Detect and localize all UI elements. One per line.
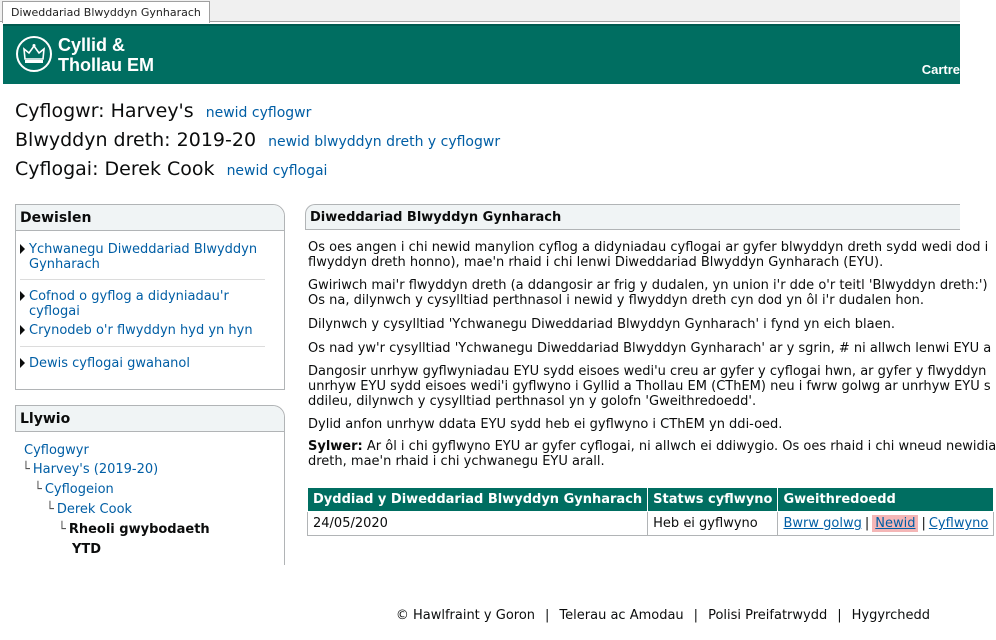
crown-crest-icon bbox=[16, 36, 52, 72]
menu-item-select-employee[interactable] bbox=[20, 356, 190, 371]
footer-copyright-link[interactable]: © Hawlfraint y Goron bbox=[395, 608, 536, 623]
tree-branch-icon: └ bbox=[58, 522, 66, 537]
warning-paragraph bbox=[308, 439, 996, 469]
no-link-paragraph: Os nad yw'r cysylltiad 'Ychwanegu Diweddariad Blwyddyn Gynharach' ar y sgrin, # ni allwch lenwi EYU a bbox=[308, 341, 992, 356]
navigation-title: Llywio bbox=[15, 406, 284, 432]
brand-line-2: Thollau EM bbox=[58, 55, 154, 75]
nav-item-label: Rheoli gwybodaeth bbox=[68, 522, 210, 537]
nav-item-employers[interactable] bbox=[24, 443, 89, 458]
text-line: Os oes angen i chi newid manylion cyflog a didyniadau cyflogai ar gyfer blwyddyn dreth sydd wedi dod i bbox=[308, 240, 989, 255]
footer-terms-link[interactable]: Telerau ac Amodau bbox=[559, 608, 684, 623]
change-employee-link[interactable]: newid cyflogai bbox=[226, 163, 328, 179]
column-header-status: Statws cyflwyno bbox=[648, 488, 778, 512]
intro-paragraph bbox=[308, 240, 989, 270]
taxyear-value: 2019-20 bbox=[176, 129, 257, 151]
nav-item-label: Cyflogwyr bbox=[24, 443, 89, 458]
employee-line bbox=[15, 158, 327, 180]
employer-value: Harvey's bbox=[110, 100, 194, 122]
brand-line-1: Cyllid & bbox=[58, 35, 126, 55]
menu-item-label: cyflogai bbox=[29, 304, 80, 319]
taxyear-line bbox=[15, 129, 500, 151]
nav-item-employee[interactable] bbox=[46, 502, 132, 517]
tree-branch-icon: └ bbox=[22, 462, 30, 477]
footer-accessibility-link[interactable]: Hygyrchedd bbox=[851, 608, 930, 623]
menu-title: Dewislen bbox=[16, 205, 284, 231]
home-link[interactable]: Cartre bbox=[921, 62, 960, 77]
column-header-date: Dyddiad y Diweddariad Blwyddyn Gynharach bbox=[308, 488, 648, 512]
page-tab[interactable]: Diweddariad Blwyddyn Gynharach bbox=[2, 1, 210, 23]
menu-item-add-eyu[interactable] bbox=[20, 242, 257, 272]
footer-separator: | bbox=[837, 608, 842, 623]
footer-separator: | bbox=[693, 608, 699, 623]
arrow-right-icon bbox=[20, 244, 25, 254]
employee-label: Cyflogai: bbox=[15, 158, 99, 180]
nav-item-label: Harvey's (2019-20) bbox=[32, 462, 159, 477]
nav-item-employer[interactable] bbox=[22, 462, 158, 477]
check-year-paragraph bbox=[308, 278, 988, 308]
nav-item-ytd bbox=[72, 542, 101, 557]
employer-line bbox=[15, 100, 311, 122]
nav-item-label: Cyflogeion bbox=[44, 482, 114, 497]
eyu-table bbox=[307, 487, 994, 536]
nav-item-manage-info bbox=[58, 522, 210, 537]
view-action-link[interactable]: Bwrw golwg bbox=[783, 516, 862, 531]
taxyear-label: Blwyddyn dreth: bbox=[15, 129, 171, 151]
existing-eyu-paragraph bbox=[308, 364, 991, 409]
menu-panel bbox=[15, 204, 285, 390]
menu-item-label: Dewis cyflogai gwahanol bbox=[29, 356, 190, 371]
site-footer bbox=[396, 608, 930, 623]
action-separator: | bbox=[921, 516, 926, 531]
main-content bbox=[305, 204, 960, 230]
cell-date: 24/05/2020 bbox=[308, 512, 648, 536]
main-title: Diweddariad Blwyddyn Gynharach bbox=[305, 204, 960, 230]
tree-branch-icon: └ bbox=[34, 482, 42, 497]
arrow-right-icon bbox=[20, 358, 25, 368]
menu-divider bbox=[20, 279, 265, 280]
warning-label: Sylwer: bbox=[308, 439, 363, 454]
nav-item-employees[interactable] bbox=[34, 482, 114, 497]
text-line: Dangosir unrhyw gyflwyniadau EYU sydd eisoes wedi'u creu ar gyfer y cyflogai hwn, ar gyfer y flwyddyn bbox=[308, 364, 987, 379]
change-taxyear-link[interactable]: newid blwyddyn dreth y cyflogwr bbox=[268, 134, 501, 150]
send-promptly-paragraph: Dylid anfon unrhyw ddata EYU sydd heb ei gyflwyno i CThEM yn ddi-oed. bbox=[308, 417, 783, 432]
menu-divider bbox=[20, 346, 265, 347]
footer-separator: | bbox=[545, 608, 550, 623]
submit-action-link[interactable]: Cyflwyno bbox=[928, 516, 989, 531]
text-line: unrhyw EYU sydd eisoes wedi'i gyflwyno i Gyllid a Thollau EM (CThEM) neu i fwrw golwg ar unrhyw EYU s bbox=[308, 379, 991, 394]
tab-bar bbox=[0, 0, 960, 22]
nav-item-label: Derek Cook bbox=[56, 502, 133, 517]
change-employer-link[interactable]: newid cyflogwr bbox=[205, 105, 312, 121]
table-header-row bbox=[308, 488, 994, 512]
column-header-actions: Gweithredoedd bbox=[778, 488, 994, 512]
text-line: Ar ôl i chi gyflwyno EYU ar gyfer cyflogai, ni allwch ei ddiwygio. Os oes rhaid i chi wneud newidia bbox=[362, 439, 996, 454]
nav-item-label: YTD bbox=[72, 542, 102, 557]
menu-item-ytd-summary[interactable] bbox=[20, 323, 253, 338]
footer-privacy-link[interactable]: Polisi Preifatrwydd bbox=[708, 608, 828, 623]
brand-logo-text[interactable] bbox=[58, 35, 154, 75]
action-separator: | bbox=[864, 516, 870, 531]
text-line: flwyddyn dreth honno), mae'n rhaid i chi lenwi Diweddariad Blwyddyn Gynharach (EYU). bbox=[308, 255, 884, 270]
tree-branch-icon: └ bbox=[46, 502, 54, 517]
site-header bbox=[3, 24, 960, 84]
arrow-right-icon bbox=[20, 325, 25, 335]
menu-item-label: Crynodeb o'r flwyddyn hyd yn hyn bbox=[29, 323, 253, 338]
text-line: Os na, dilynwch y cysylltiad perthnasol i newid y flwyddyn dreth cyn dod yn ôl i'r dudalen hon. bbox=[308, 293, 924, 308]
cell-status: Heb ei gyflwyno bbox=[648, 512, 778, 536]
text-line: dreth, mae'n rhaid i chi ychwanegu EYU arall. bbox=[308, 454, 605, 469]
employee-value: Derek Cook bbox=[104, 158, 215, 180]
cell-actions bbox=[778, 512, 994, 536]
text-line: Gwiriwch mai'r flwyddyn dreth (a ddangosir ar frig y dudalen, yn union i'r dde o'r teitl 'Blwyddyn dreth:') bbox=[308, 278, 988, 293]
menu-item-pay-record[interactable] bbox=[20, 289, 229, 319]
menu-item-label: Gynharach bbox=[29, 257, 100, 272]
text-line: ddileu, dilynwch y cysylltiad perthnasol yn y golofn 'Gweithredoedd'. bbox=[308, 394, 757, 409]
follow-link-paragraph: Dilynwch y cysylltiad 'Ychwanegu Diweddariad Blwyddyn Gynharach' i fynd yn eich blaen. bbox=[308, 317, 895, 332]
menu-item-label: Ychwanegu Diweddariad Blwyddyn bbox=[29, 242, 258, 257]
menu-item-label: Cofnod o gyflog a didyniadau'r bbox=[29, 289, 229, 304]
change-action-link[interactable]: Newid bbox=[872, 515, 918, 532]
employer-label: Cyflogwr: bbox=[15, 100, 105, 122]
arrow-right-icon bbox=[20, 291, 25, 301]
table-row bbox=[308, 512, 994, 536]
